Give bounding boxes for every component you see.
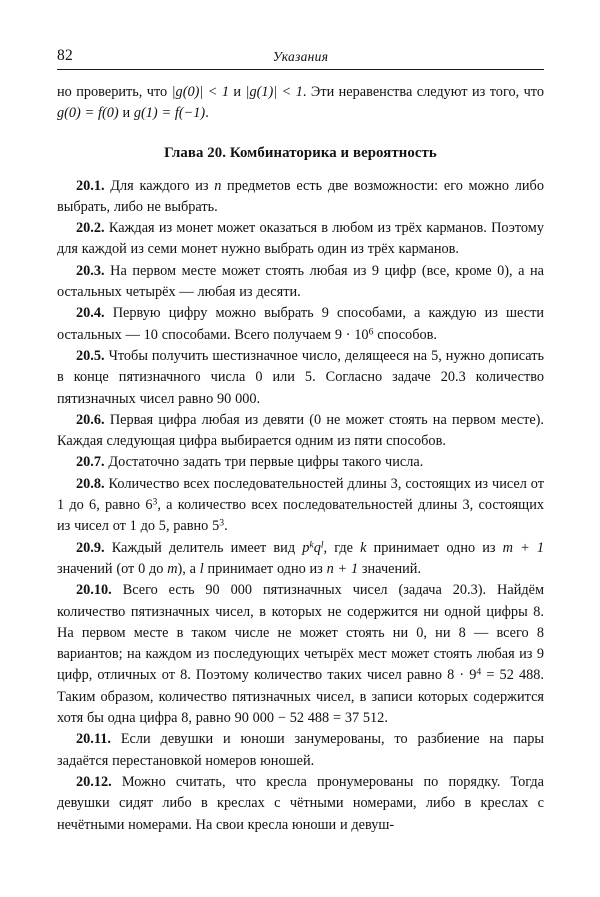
solution-text-c: . <box>384 710 388 727</box>
solution-text: Первая цифра любая из девяти (0 не может стоять на первом месте). Каждая следующая цифра выбирается одним из пяти способов. <box>57 411 544 450</box>
math-exponent-k: k <box>309 539 314 551</box>
math-q: q <box>313 539 321 556</box>
intro-text-b: . Эти неравенства следуют из <box>302 84 486 100</box>
solution-text-b: способов. <box>373 326 437 343</box>
solution-number: 20.8. <box>76 475 105 492</box>
solution-math-8x9-4 <box>447 667 540 683</box>
solution-text-d: значений (от 0 до <box>57 560 168 577</box>
solution-text: На первом месте может стоять любая из 9 цифр (все, кроме 0), а на остальных четырёх — любая из десяти. <box>57 262 544 301</box>
solution-text: Чтобы получить шестизначное число, делящееся на 5, нужно дописать в конце пятизначного числа 0 или 5. Согласно задаче 20.3 количество пятизначных чисел равно 90 000. <box>57 347 544 407</box>
intro-math-3: g(0) = f(0) <box>57 105 119 122</box>
solution-text: Если девушки и юноши занумерованы, то разбиение на пары задаётся перестановкой номеров юношей. <box>57 731 544 769</box>
math-base: 8 · 9 <box>447 667 477 684</box>
solution-text-b: . Таким образом, количество пятизначных чисел, в записи которых содержится хотя бы одна цифра 8, равно <box>57 667 544 727</box>
solution-math-pkql <box>302 540 323 556</box>
solution-text-c: . <box>224 518 228 535</box>
solution-20-12 <box>57 772 544 836</box>
solution-20-7 <box>57 452 544 473</box>
solution-text-a: Каждый делитель имеет вид <box>111 539 303 556</box>
solution-text-a: Для каждого из <box>110 177 215 194</box>
solution-number: 20.9. <box>76 539 105 556</box>
solution-text: Можно считать, что кресла пронумерованы по порядку. Тогда девушки сидят либо в креслах с чётными номерами, либо в креслах с нечётными номерами. На свои кресла юноши и девуш- <box>57 773 545 833</box>
intro-text-a: но проверить, что <box>57 84 172 100</box>
math-exponent: 6 <box>368 326 374 338</box>
intro-math-2: |g(1)| < 1 <box>245 84 303 100</box>
solution-number: 20.4. <box>76 305 105 322</box>
solution-20-2 <box>57 218 544 261</box>
solution-text-a: Количество всех последовательностей длины 3, состоящих из чисел от 1 до 6, равно <box>57 475 544 514</box>
solution-number: 20.1. <box>76 177 105 194</box>
math-exponent: 3 <box>219 517 225 529</box>
solution-20-1 <box>57 176 544 219</box>
intro-text-c: того, что <box>489 84 545 100</box>
math-m: m <box>167 560 178 577</box>
solution-number: 20.11. <box>76 731 111 748</box>
solution-20-4 <box>57 303 544 346</box>
solution-number: 20.12. <box>76 773 112 790</box>
solution-number: 20.10. <box>76 582 112 599</box>
solution-math-expr <box>335 327 374 343</box>
solution-text-b: предметов есть две возможности: его можно либо выбрать, либо не выбрать. <box>57 177 544 215</box>
math-k: k <box>360 539 367 556</box>
math-exponent-l: l <box>320 539 324 551</box>
spacer-after-chapter-title <box>57 163 544 176</box>
solution-text-a: Первую цифру можно выбрать 9 способами, а каждую из шести остальных — 10 способами. Всего получаем <box>57 305 544 343</box>
solution-20-8 <box>57 474 544 538</box>
body-text-column <box>57 82 544 836</box>
intro-text-d: . <box>205 105 209 122</box>
intro-conj-1: и <box>228 84 246 100</box>
solution-20-10 <box>57 580 544 729</box>
math-base: 6 <box>145 497 153 514</box>
spacer-before-chapter-title <box>57 125 544 143</box>
solution-number: 20.6. <box>76 411 105 428</box>
solution-20-3 <box>57 261 544 304</box>
solution-text-c: принимает одно из <box>366 539 503 556</box>
chapter-title: Глава 20. Комбинаторика и вероятность <box>164 144 437 161</box>
solution-math-6-cubed <box>145 497 157 513</box>
solution-20-11 <box>57 729 544 772</box>
solution-text-f: принимает одно из <box>203 560 327 577</box>
solution-text: Каждая из монет может оказаться в любом из трёх карманов. Поэтому для каждой из семи монет нужно выбрать один из трёх карманов. <box>57 220 544 258</box>
intro-paragraph <box>57 82 544 125</box>
math-p: p <box>302 539 310 556</box>
intro-conj-2: и <box>118 105 134 122</box>
solution-20-6 <box>57 410 544 453</box>
math-result: = 52 488 <box>481 667 541 684</box>
solution-number: 20.2. <box>76 220 105 237</box>
intro-math-4: g(1) = f(−1) <box>133 105 206 122</box>
solution-math-5-cubed <box>212 518 224 534</box>
math-base: 9 · 10 <box>334 326 369 343</box>
math-l: l <box>199 560 204 577</box>
header-rule <box>57 69 544 70</box>
solution-number: 20.7. <box>76 454 105 471</box>
math-m-plus-1: m + 1 <box>502 539 544 556</box>
solution-20-9 <box>57 538 544 581</box>
math-exponent: 4 <box>476 667 482 679</box>
solution-text-g: значений. <box>358 560 422 577</box>
page-number: 82 <box>57 47 73 64</box>
solution-text-b: , а количество всех последовательностей длины 3, состоящих из чисел от 1 до 5, равно <box>57 497 544 535</box>
solution-20-5 <box>57 346 544 410</box>
solution-text: Достаточно задать три первые цифры такого числа. <box>108 454 424 471</box>
solution-math-subtraction: 90 000 − 52 488 = 37 512 <box>234 710 385 727</box>
solution-text-a: Всего есть 90 000 пятизначных чисел (задача 20.3). Найдём количество пятизначных чисел, в которых не содержится ни одной цифры 8. На первом месте в таком числе не может стоять ни 0, ни 8 — всего 8 вариантов; на каждом из последующих четырёх мест может стоять любая из 9 цифр, отличных от 8. Поэтому количество таких чисел равно <box>57 582 545 684</box>
solution-number: 20.5. <box>76 347 105 364</box>
solution-math-n: n <box>214 177 222 194</box>
solution-text-b: , где <box>323 539 361 556</box>
math-base: 5 <box>212 518 220 535</box>
solution-number: 20.3. <box>76 262 105 279</box>
solution-text-e: ), а <box>177 560 200 577</box>
math-n-plus-1: n + 1 <box>326 560 359 577</box>
running-title: Указания <box>272 49 329 64</box>
math-exponent: 3 <box>152 496 158 508</box>
intro-math-1: |g(0)| < 1 <box>171 84 229 100</box>
page-header <box>57 46 544 72</box>
